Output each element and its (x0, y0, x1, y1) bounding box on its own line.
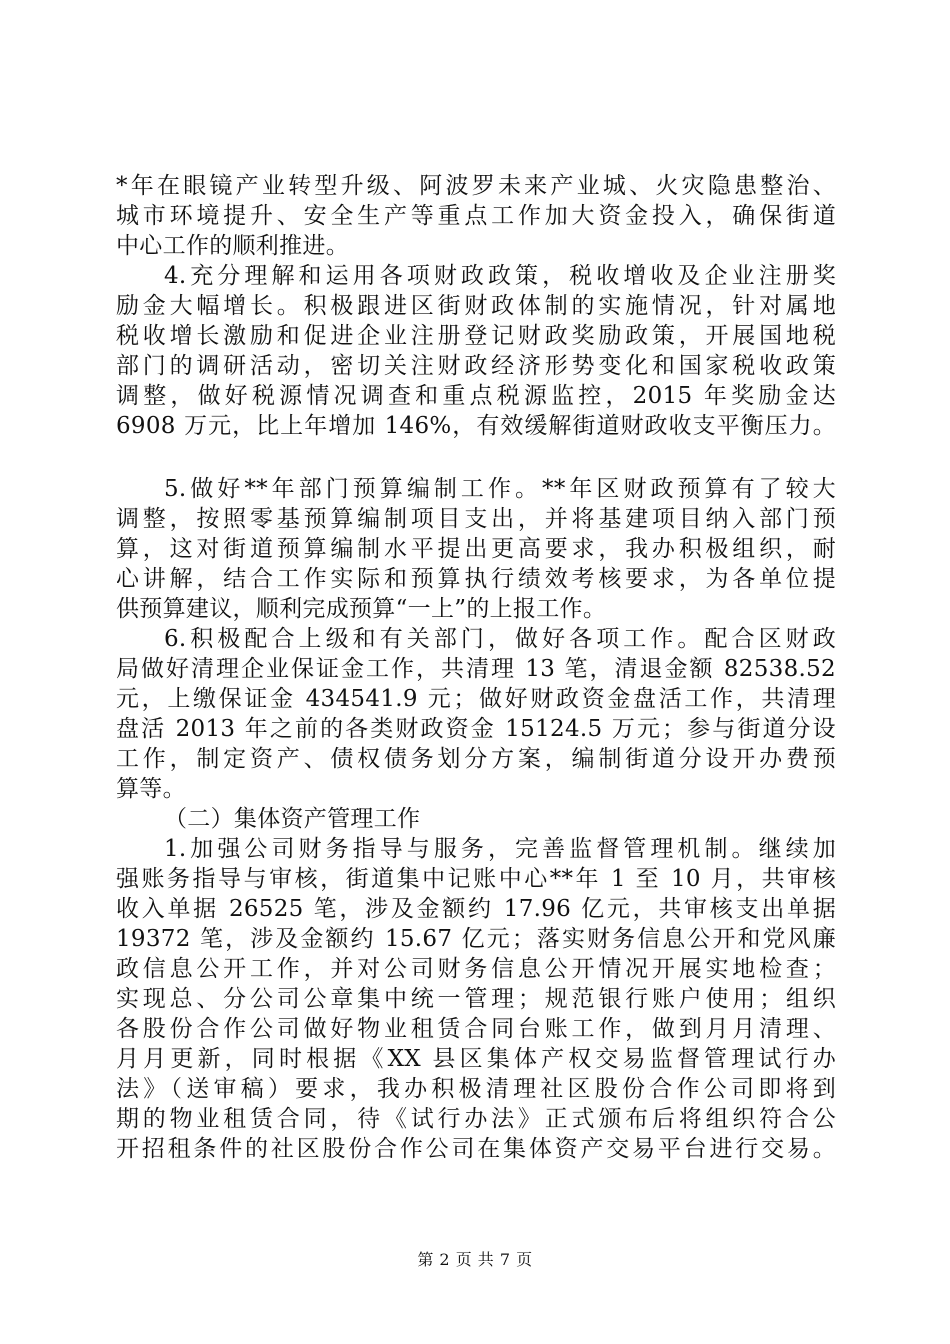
text-line: 心讲解，结合工作实际和预算执行绩效考核要求，为各单位提 (116, 566, 836, 592)
text-line: 6908 万元，比上年增加 146%，有效缓解街道财政收支平衡压力。 (116, 413, 836, 439)
text-line: 19372 笔，涉及金额约 15.67 亿元；落实财务信息公开和党风廉 (116, 926, 836, 952)
text-line: 收入单据 26525 笔，涉及金额约 17.96 亿元，共审核支出单据 (116, 896, 836, 922)
text-line: 法》（送审稿）要求，我办积极清理社区股份合作公司即将到 (116, 1076, 836, 1102)
text-line: 供预算建议，顺利完成预算“一上”的上报工作。 (116, 596, 607, 622)
text-line: 调整，做好税源情况调查和重点税源监控，2015 年奖励金达 (116, 383, 836, 409)
page-footer: 第 2 页 共 7 页 (417, 1250, 533, 1269)
paragraph-first-line: 5.做好**年部门预算编制工作。**年区财政预算有了较大 (164, 476, 836, 502)
text-line: 算等。 (116, 776, 186, 802)
text-line: 盘活 2013 年之前的各类财政资金 15124.5 万元；参与街道分设 (116, 716, 836, 742)
text-line: 算，这对街道预算编制水平提出更高要求，我办积极组织，耐 (116, 536, 836, 562)
paragraph-first-line: 1.加强公司财务指导与服务，完善监督管理机制。继续加 (164, 836, 836, 862)
text-line: 城市环境提升、安全生产等重点工作加大资金投入，确保街道 (116, 203, 836, 229)
text-line: 月月更新，同时根据《XX 县区集体产权交易监督管理试行办 (116, 1046, 836, 1072)
text-line: 实现总、分公司公章集中统一管理；规范银行账户使用；组织 (116, 986, 836, 1012)
text-line: *年在眼镜产业转型升级、阿波罗未来产业城、火灾隐患整治、 (116, 173, 836, 199)
text-line: 工作，制定资产、债权债务划分方案，编制街道分设开办费预 (116, 746, 836, 772)
text-line: 各股份合作公司做好物业租赁合同台账工作，做到月月清理、 (116, 1016, 836, 1042)
text-line: 强账务指导与审核，街道集中记账中心**年 1 至 10 月，共审核 (116, 866, 836, 892)
paragraph-first-line: 6.积极配合上级和有关部门，做好各项工作。配合区财政 (164, 626, 836, 652)
text-line: 元，上缴保证金 434541.9 元；做好财政资金盘活工作，共清理 (116, 686, 836, 712)
section-heading: （二）集体资产管理工作 (164, 806, 421, 832)
paragraph-first-line: 4.充分理解和运用各项财政政策，税收增收及企业注册奖 (164, 263, 836, 289)
text-line: 税收增长激励和促进企业注册登记财政奖励政策，开展国地税 (116, 323, 836, 349)
text-line: 励金大幅增长。积极跟进区街财政体制的实施情况，针对属地 (116, 293, 836, 319)
text-line: 期的物业租赁合同，待《试行办法》正式颁布后将组织符合公 (116, 1106, 836, 1132)
text-line: 开招租条件的社区股份合作公司在集体资产交易平台进行交易。 (116, 1136, 836, 1162)
text-line: 中心工作的顺利推进。 (116, 233, 349, 259)
text-line: 政信息公开工作，并对公司财务信息公开情况开展实地检查； (116, 956, 836, 982)
text-line: 局做好清理企业保证金工作，共清理 13 笔，清退金额 82538.52 (116, 656, 836, 682)
text-line: 调整，按照零基预算编制项目支出，并将基建项目纳入部门预 (116, 506, 836, 532)
text-line: 部门的调研活动，密切关注财政经济形势变化和国家税收政策 (116, 353, 836, 379)
